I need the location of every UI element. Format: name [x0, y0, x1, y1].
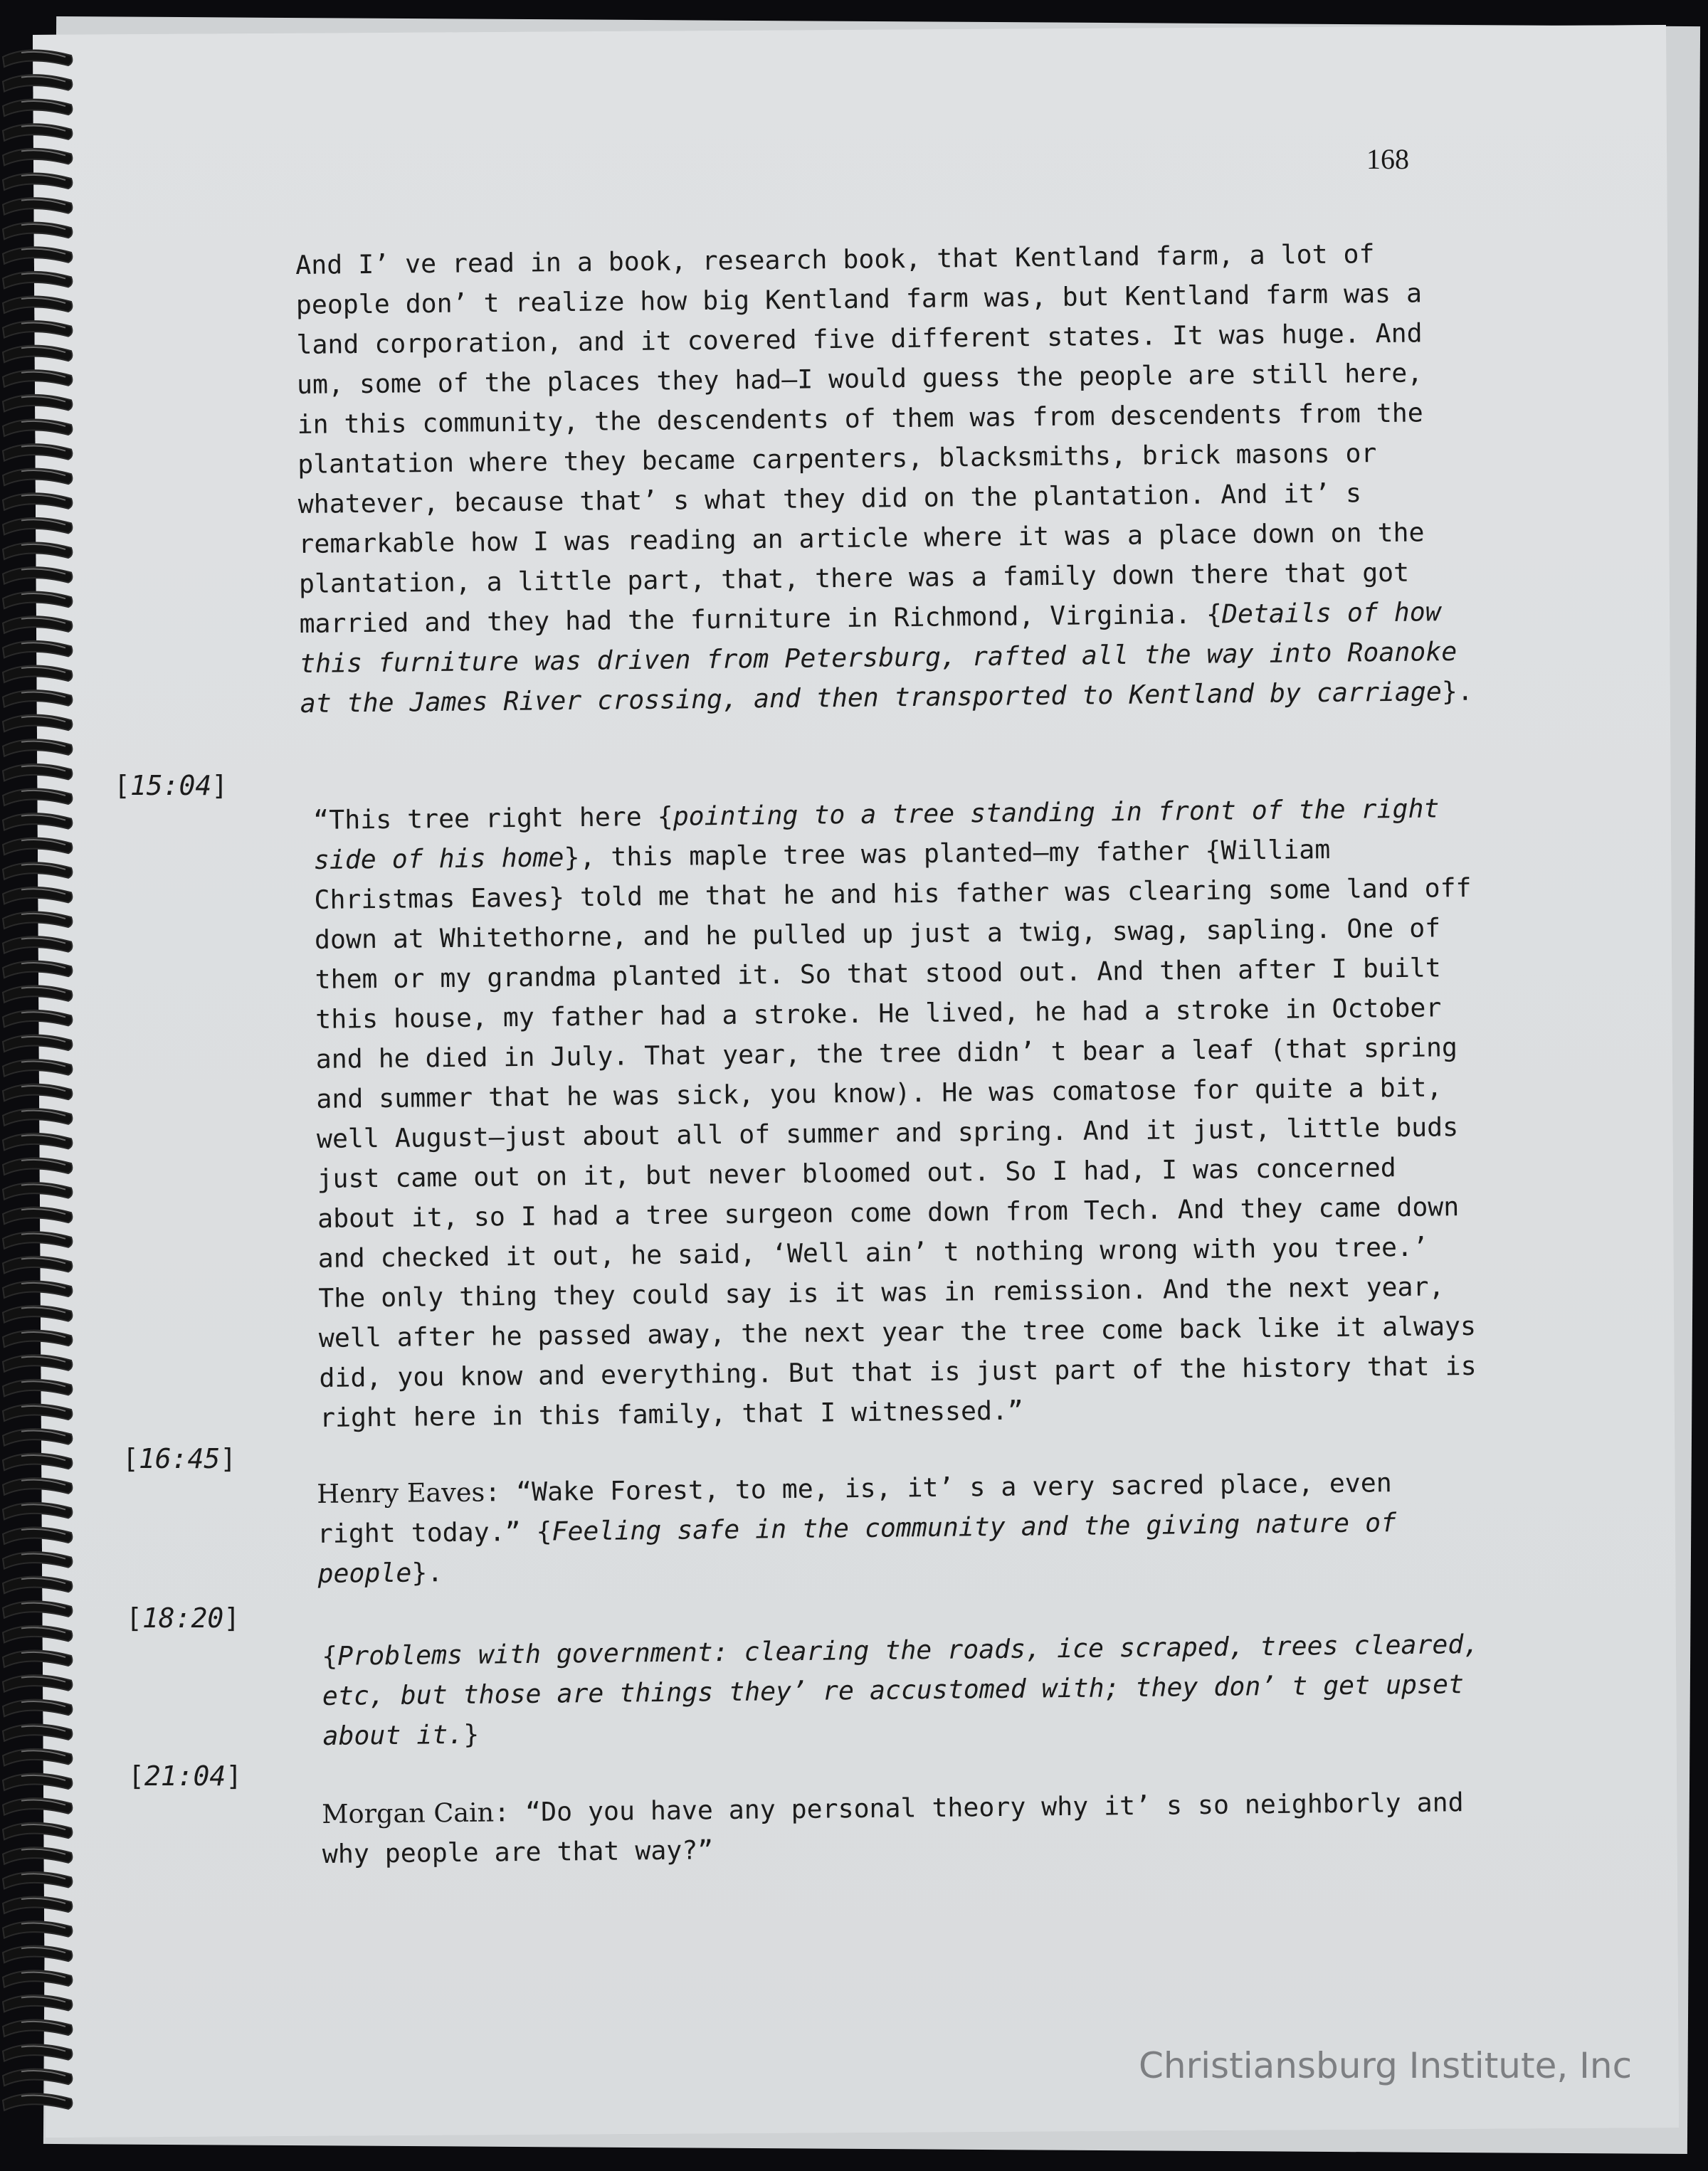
watermark: Christiansburg Institute, Inc	[1139, 2045, 1633, 2086]
coil-loop	[3, 542, 72, 559]
coil-loop	[3, 296, 72, 313]
paragraph-maple-tree	[313, 788, 1477, 1438]
coil-loop	[3, 198, 72, 215]
coil-loop	[3, 1232, 72, 1249]
coil-loop	[3, 936, 72, 954]
coil-loop	[3, 1331, 72, 1348]
text-line: and summer that he was sick, you know). He was comatose for quite a bit,	[316, 1072, 1443, 1114]
coil-loop	[3, 764, 72, 781]
text-run: : “Do you have any personal theory why it’ s so neighborly and	[493, 1787, 1464, 1828]
coil-loop	[3, 1601, 72, 1618]
text-line: and he died in July. That year, the tree didn’ t bear a leaf (that spring	[315, 1032, 1458, 1074]
text-line: well August—just about all of summer and spring. And it just, little buds	[316, 1111, 1459, 1154]
coil-loop	[3, 912, 72, 929]
paragraph-kentland	[295, 233, 1473, 724]
coil-loop	[3, 124, 72, 141]
italic-note: Details of how	[1221, 596, 1441, 630]
coil-loop	[3, 1429, 72, 1446]
page-number: 168	[1366, 143, 1409, 175]
coil-loop	[3, 272, 72, 289]
coil-loop	[3, 1847, 72, 1864]
coil-loop	[3, 1404, 72, 1421]
coil-loop	[3, 493, 72, 510]
coil-loop	[3, 419, 72, 436]
coil-loop	[3, 813, 72, 830]
text-run: “This tree right here {	[313, 801, 673, 835]
coil-loop	[3, 592, 72, 609]
text-run: }.	[1441, 675, 1473, 707]
text-line: them or my grandma planted it. So that stood out. And then after I built	[315, 952, 1441, 995]
coil-loop	[3, 1995, 72, 2012]
coil-loop	[3, 444, 72, 461]
timestamp-value: 21:04	[144, 1760, 226, 1792]
coil-loop	[3, 1577, 72, 1594]
coil-loop	[3, 838, 72, 855]
text-run: right today.” {	[317, 1516, 552, 1549]
text-line: people don’ t realize how big Kentland farm was, but Kentland farm was a	[295, 278, 1423, 320]
text-line: in this community, the descendents of them was from descendents from the	[297, 397, 1423, 440]
text-run: }.	[411, 1557, 443, 1588]
coil-loop	[3, 149, 72, 166]
text-line: plantation, a little part, that, there was a family down there that got	[298, 556, 1410, 599]
text-line: um, some of the places they had—I would guess the people are still here,	[296, 357, 1423, 400]
italic-note: Feeling safe in the community and the giving nature of	[552, 1507, 1397, 1547]
coil-loop	[3, 1109, 72, 1126]
text-line: The only thing they could say is it was in remission. And the next year,	[318, 1271, 1445, 1314]
italic-note: etc, but those are things they’ re accustomed with; they don’ t get upset	[322, 1669, 1465, 1711]
coil-loop	[3, 1355, 72, 1372]
coil-loop	[3, 75, 72, 92]
paragraph-morgan-cain	[322, 1782, 1464, 1874]
coil-loop	[3, 1552, 72, 1569]
paragraph-government	[322, 1625, 1480, 1756]
text-line: this house, my father had a stroke. He lived, he had a stroke in October	[315, 992, 1442, 1035]
text-line: And I’ ve read in a book, research book, that Kentland farm, a lot of	[295, 238, 1375, 280]
coil-loop	[3, 469, 72, 486]
coil-loop	[3, 1060, 72, 1077]
coil-loop	[3, 1675, 72, 1692]
coil-loop	[3, 887, 72, 904]
coil-loop	[3, 100, 72, 117]
coil-loop	[3, 1281, 72, 1298]
coil-loop	[3, 1650, 72, 1667]
coil-loop	[3, 346, 72, 363]
text-line: plantation where they became carpenters, blacksmiths, brick masons or	[297, 438, 1377, 480]
text-line: remarkable how I was reading an article where it was a place down on the	[298, 517, 1425, 559]
coil-loop	[3, 1503, 72, 1520]
coil-loop	[3, 690, 72, 707]
coil-loop	[3, 173, 72, 190]
coil-loop	[3, 961, 72, 978]
text-line: land corporation, and it covered five different states. It was huge. And	[296, 317, 1423, 360]
coil-loop	[3, 1700, 72, 1717]
coil-loop	[3, 2044, 72, 2061]
coil-loop	[3, 788, 72, 805]
coil-loop	[3, 247, 72, 264]
coil-loop	[3, 1724, 72, 1741]
text-run: : “Wake Forest, to me, is, it’ s a very sacred place, even	[485, 1467, 1392, 1508]
text-line: just came out on it, but never bloomed out. So I had, I was concerned	[317, 1152, 1396, 1194]
text-line: Christmas Eaves} told me that he and his father was clearing some land off	[314, 872, 1472, 915]
text-line: did, you know and everything. But that is just part of the history that is	[319, 1350, 1477, 1393]
text-line: about it, so I had a tree surgeon come down from Tech. And they came down	[317, 1191, 1460, 1234]
timestamp-18-20: [18:20]	[126, 1602, 241, 1634]
coil-loop	[3, 1478, 72, 1495]
coil-loop	[3, 2019, 72, 2037]
paragraph-henry-eaves	[317, 1463, 1397, 1594]
coil-loop	[3, 1158, 72, 1175]
coil-loop	[3, 715, 72, 732]
coil-loop	[3, 370, 72, 387]
coil-loop	[3, 1749, 72, 1766]
coil-loop	[3, 986, 72, 1003]
coil-loop	[3, 321, 72, 338]
coil-loop	[3, 1823, 72, 1840]
coil-loop	[3, 665, 72, 682]
spiral-binding	[0, 43, 85, 2135]
timestamp-value: 18:20	[142, 1602, 224, 1634]
italic-note: about it.	[322, 1718, 464, 1751]
text-line: right here in this family, that I witnessed.”	[319, 1395, 1024, 1433]
italic-note: people	[317, 1557, 412, 1589]
coil-loop	[3, 1946, 72, 1963]
coil-loop	[3, 1896, 72, 1913]
coil-loop	[3, 1134, 72, 1151]
coil-loop	[3, 1527, 72, 1544]
coil-loop	[3, 1010, 72, 1028]
coil-loop	[3, 1970, 72, 1987]
text-line: whatever, because that’ s what they did on the plantation. And it’ s	[297, 477, 1362, 519]
coil-loop	[3, 862, 72, 880]
coil-loop	[3, 1084, 72, 1102]
coil-loop	[3, 1798, 72, 1815]
coil-loop	[3, 518, 72, 535]
coil-loop	[3, 567, 72, 584]
italic-note: this furniture was driven from Petersburg, rafted all the way into Roanoke	[299, 635, 1457, 679]
coil-loop	[3, 1257, 72, 1274]
text-line: well after he passed away, the next year the tree come back like it always	[318, 1310, 1477, 1353]
coil-loop	[3, 2093, 72, 2111]
coil-loop	[3, 1208, 72, 1225]
italic-note: pointing to a tree standing in front of the right	[673, 793, 1440, 832]
text-line: down at Whitethorne, and he pulled up just a twig, swag, sapling. One of	[314, 912, 1441, 955]
timestamp-16-45: [16:45]	[122, 1443, 237, 1474]
text-line: why people are that way?”	[322, 1834, 714, 1869]
timestamp-value: 16:45	[138, 1443, 221, 1474]
timestamp-21-04: [21:04]	[128, 1760, 243, 1792]
text-line: and checked it out, he said, ‘Well ain’ t nothing wrong with you tree.’	[317, 1231, 1429, 1274]
coil-loop	[3, 1773, 72, 1790]
italic-note: Problems with government: clearing the roads, ice scraped, trees cleared,	[337, 1628, 1480, 1671]
coil-loop	[3, 50, 72, 67]
text-run: }	[463, 1718, 480, 1750]
coil-loop	[3, 395, 72, 412]
coil-loop	[3, 1626, 72, 1643]
coil-loop	[3, 1872, 72, 1889]
coil-loop	[3, 641, 72, 658]
coil-loop	[3, 1035, 72, 1052]
coil-loop	[3, 1183, 72, 1200]
coil-loop	[3, 2069, 72, 2086]
coil-loop	[3, 1454, 72, 1471]
speaker-name: Morgan Cain	[322, 1797, 495, 1829]
text-run: {	[322, 1640, 338, 1671]
text-run: married and they had the furniture in Richmond, Virginia. {	[299, 598, 1223, 639]
timestamp-value: 15:04	[130, 770, 212, 801]
italic-note: at the James River crossing, and then transported to Kentland by carriage	[300, 676, 1443, 719]
coil-loop	[3, 1380, 72, 1397]
coil-loop	[3, 1306, 72, 1323]
timestamp-15-04: [15:04]	[114, 770, 228, 801]
coil-loop	[3, 1921, 72, 1938]
speaker-name: Henry Eaves	[317, 1477, 485, 1509]
coil-loop	[3, 223, 72, 240]
coil-loop	[3, 616, 72, 633]
coil-loop	[3, 739, 72, 756]
italic-note: side of his home	[313, 842, 564, 875]
text-run: }, this maple tree was planted—my father {William	[564, 834, 1331, 873]
